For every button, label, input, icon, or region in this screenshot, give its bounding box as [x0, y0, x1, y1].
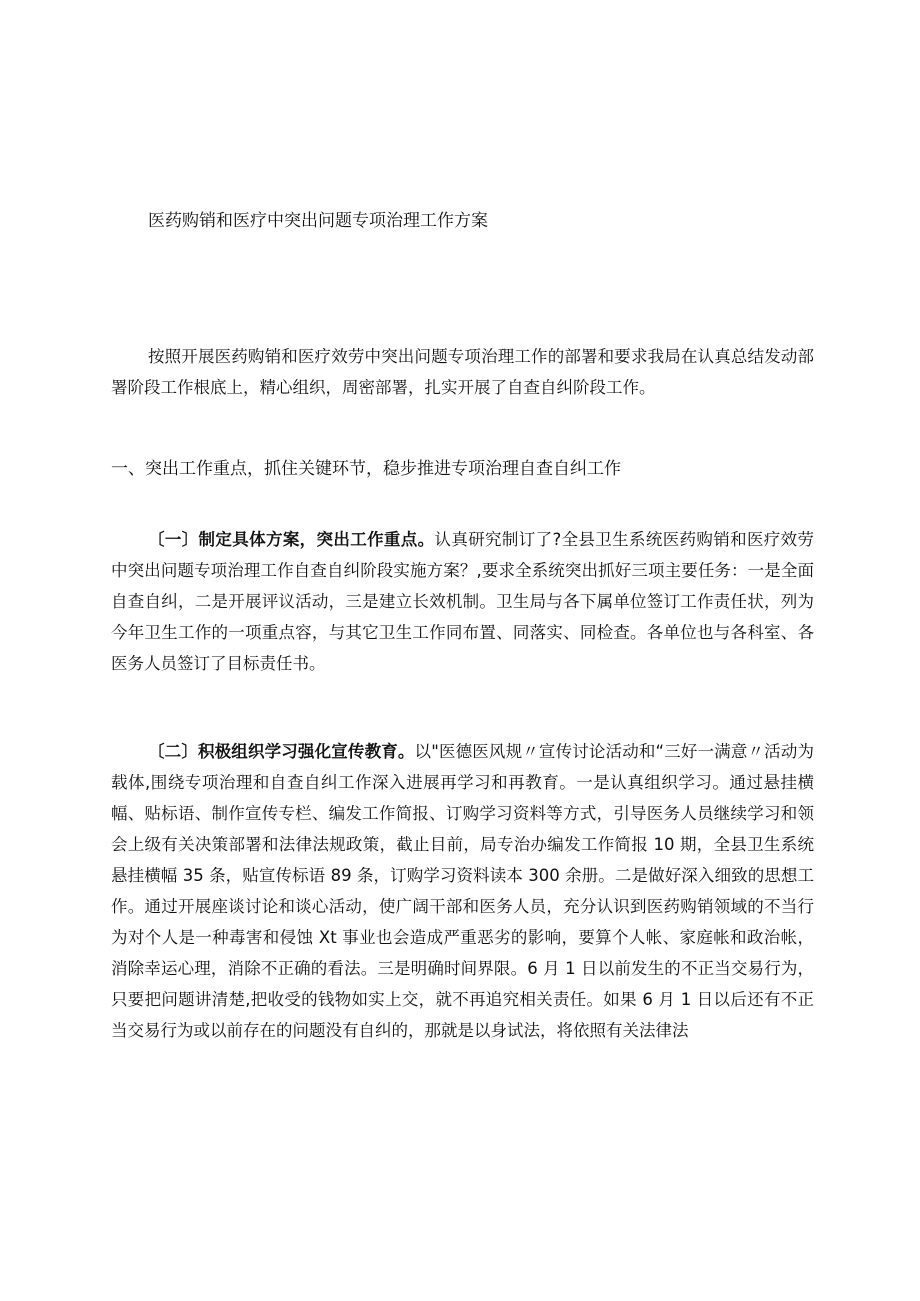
subsection-2-lead: 〔二〕积极组织学习强化宣传教育。	[148, 742, 415, 761]
section-heading-1: 一、突出工作重点，抓住关键环节，稳步推进专项治理自查自纠工作	[111, 459, 621, 479]
subsection-1-body: 认真研究制订了?全县卫生系统医药购销和医疗效劳中突出问题专项治理工作自查自纠阶段实施方案？,要求全系统突出抓好三项主要任务：一是全面自查自纠，二是开展评议活动，三是建立长效机制。卫生局与各下属单位签订工作责任状，列为今年卫生工作的一项重点容，与其它卫生工作同布置、同落实、同检查。各单位也与各科室、各医务人员签订了目标责任书。	[111, 530, 815, 673]
subsection-2-body: 以"医德医风规〃宣传讨论活动和“三好一满意〃活动为载体,围绕专项治理和自查自纠工作深入进展再学习和再教育。一是认真组织学习。通过悬挂横幅、贴标语、制作宣传专栏、编发工作简报、订购学习资料等方式，引导医务人员继续学习和领会上级有关决策部署和法律法规政策，截止目前，局专治办编发工作简报 10 期，全县卫生系统悬挂横幅 35 条，贴宣传标语 89 条，订购学习资料读本 300 余册。二是做好深入细致的思想工作。通过开展座谈讨论和谈心活动，使广阔干部和医务人员，充分认识到医药购销领域的不当行为对个人是一种毒害和侵蚀 Xt 事业也会造成严重恶劣的影响，要算个人帐、家庭帐和政治帐，消除幸运心理，消除不正确的看法。三是明确时间界限。6 月 1 日以前发生的不正当交易行为，只要把问题讲清楚,把收受的钱物如实上交，就不再追究相关责任。如果 6 月 1 日以后还有不正当交易行为或以前存在的问题没有自纠的，那就是以身试法，将依照有关法律法	[111, 742, 814, 1040]
subsection-1-paragraph	[111, 524, 814, 679]
subsection-1-lead: 〔一〕制定具体方案，突出工作重点。	[148, 530, 435, 549]
subsection-2-paragraph	[111, 736, 814, 1046]
document-title: 医药购销和医疗中突出问题专项治理工作方案	[148, 211, 488, 231]
intro-paragraph: 按照开展医药购销和医疗效劳中突出问题专项治理工作的部署和要求我局在认真总结发动部署阶段工作根底上，精心组织，周密部署，扎实开展了自查自纠阶段工作。	[111, 347, 814, 397]
